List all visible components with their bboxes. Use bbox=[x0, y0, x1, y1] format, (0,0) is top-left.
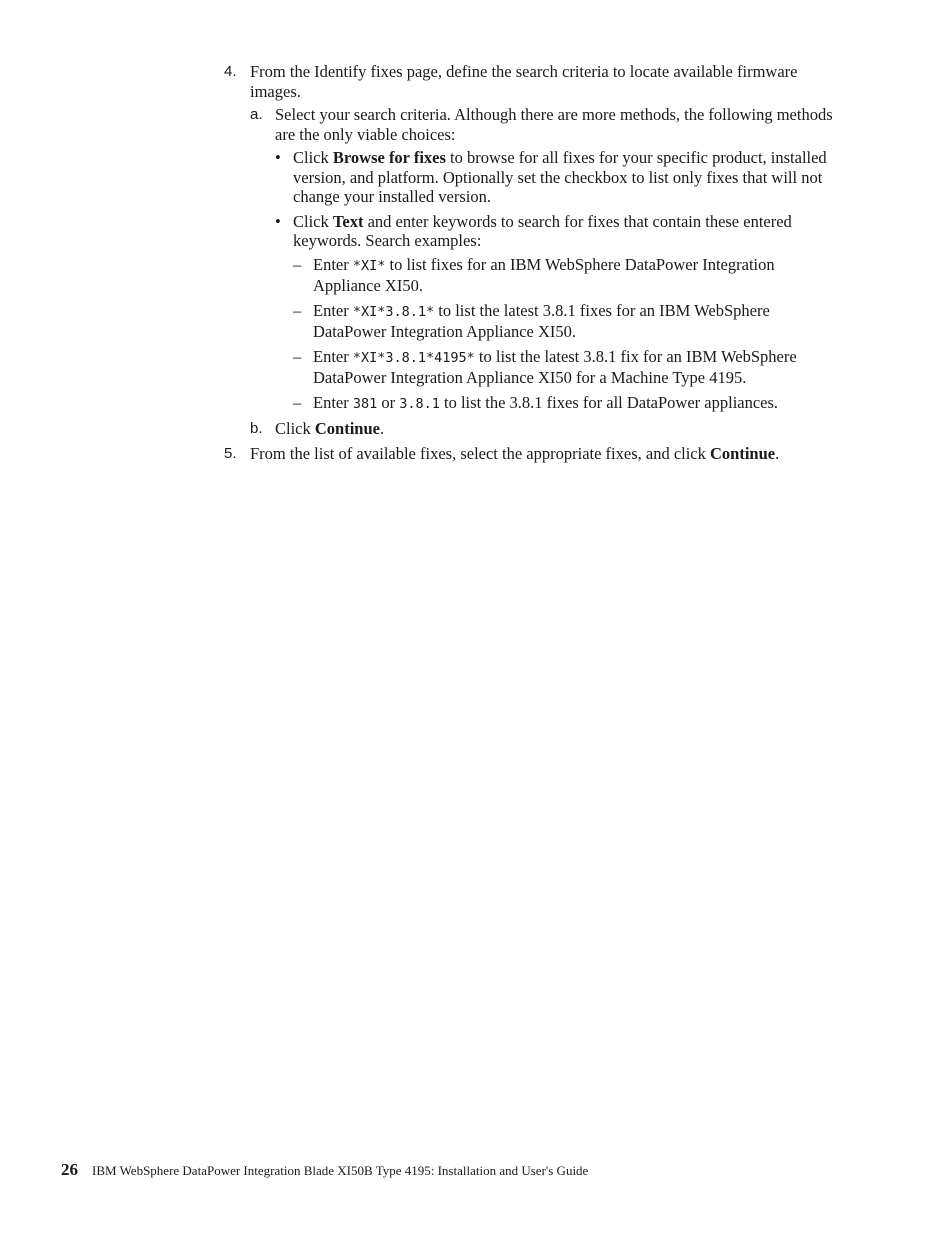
substep-text-post: . bbox=[379, 419, 385, 438]
bullet-list bbox=[275, 148, 844, 414]
bullet-bold-term: Browse for fixes bbox=[332, 148, 446, 167]
bullet-text-post: to browse for all fixes for your specific product, installed version, and platform. Optionally set the checkbox to list only fixes that will not change your installed version. bbox=[293, 148, 827, 206]
example-text-pre: Enter bbox=[313, 392, 353, 412]
dash-marker: – bbox=[293, 346, 302, 366]
example-code: *XI*3.8.1* bbox=[352, 303, 435, 320]
document-body bbox=[224, 62, 844, 468]
bullet-marker: • bbox=[275, 148, 281, 167]
example-item bbox=[293, 300, 844, 342]
example-text-pre: Enter bbox=[313, 346, 353, 366]
list-item bbox=[275, 211, 844, 415]
step-text-pre: From the list of available fixes, select the appropriate fixes, and click bbox=[250, 443, 711, 463]
step-5 bbox=[224, 444, 844, 464]
example-item bbox=[293, 254, 844, 296]
bullet-text-pre: Click bbox=[293, 148, 333, 167]
bullet-bold-term: Text bbox=[332, 211, 364, 231]
example-code: 381 bbox=[352, 395, 378, 412]
dash-marker: – bbox=[293, 254, 302, 274]
step-4 bbox=[224, 62, 844, 439]
step-number: 5. bbox=[224, 444, 237, 462]
list-item bbox=[275, 148, 844, 207]
example-code-2: 3.8.1 bbox=[399, 395, 440, 412]
bullet-text-pre: Click bbox=[293, 211, 333, 231]
example-text-post: to list the latest 3.8.1 fixes for an IBM WebSphere DataPower Integration Appliance XI50. bbox=[313, 300, 770, 341]
page-number: 26 bbox=[61, 1160, 78, 1179]
example-text-post: to list the latest 3.8.1 fix for an IBM WebSphere DataPower Integration Appliance XI50 for a Machine Type 4195. bbox=[313, 346, 797, 387]
example-text-pre: Enter bbox=[313, 254, 353, 274]
continue-term: Continue bbox=[710, 443, 776, 463]
bullet-text-post: and enter keywords to search for fixes that contain these entered keywords. Search examples: bbox=[293, 211, 792, 250]
bullet-marker: • bbox=[275, 211, 281, 231]
substep-letter: b. bbox=[250, 420, 263, 437]
example-text-post: to list the 3.8.1 fixes for all DataPower appliances. bbox=[439, 392, 779, 412]
footer-title: IBM WebSphere DataPower Integration Blade XI50B Type 4195: Installation and User's Guide bbox=[92, 1163, 589, 1178]
example-text-mid: or bbox=[377, 392, 400, 412]
substep-letter: a. bbox=[250, 106, 263, 123]
substep-text: Select your search criteria. Although there are more methods, the following methods are the only viable choices: bbox=[275, 105, 833, 144]
example-code: *XI* bbox=[352, 257, 386, 274]
example-code: *XI*3.8.1*4195* bbox=[352, 349, 475, 366]
substep-a bbox=[250, 105, 844, 414]
continue-term: Continue bbox=[314, 419, 380, 438]
dash-marker: – bbox=[293, 392, 302, 412]
step-text: From the Identify fixes page, define the search criteria to locate available firmware images. bbox=[250, 62, 798, 101]
example-text-post: to list fixes for an IBM WebSphere DataPower Integration Appliance XI50. bbox=[313, 254, 775, 295]
step-number: 4. bbox=[224, 63, 237, 80]
search-examples-list bbox=[293, 255, 844, 415]
page-footer bbox=[61, 1160, 588, 1181]
substep-text-pre: Click bbox=[275, 419, 315, 438]
dash-marker: – bbox=[293, 300, 302, 320]
example-text-pre: Enter bbox=[313, 300, 353, 320]
example-item bbox=[293, 392, 844, 415]
substep-b bbox=[250, 419, 844, 439]
example-item bbox=[293, 346, 844, 388]
step-text-post: . bbox=[775, 443, 780, 463]
